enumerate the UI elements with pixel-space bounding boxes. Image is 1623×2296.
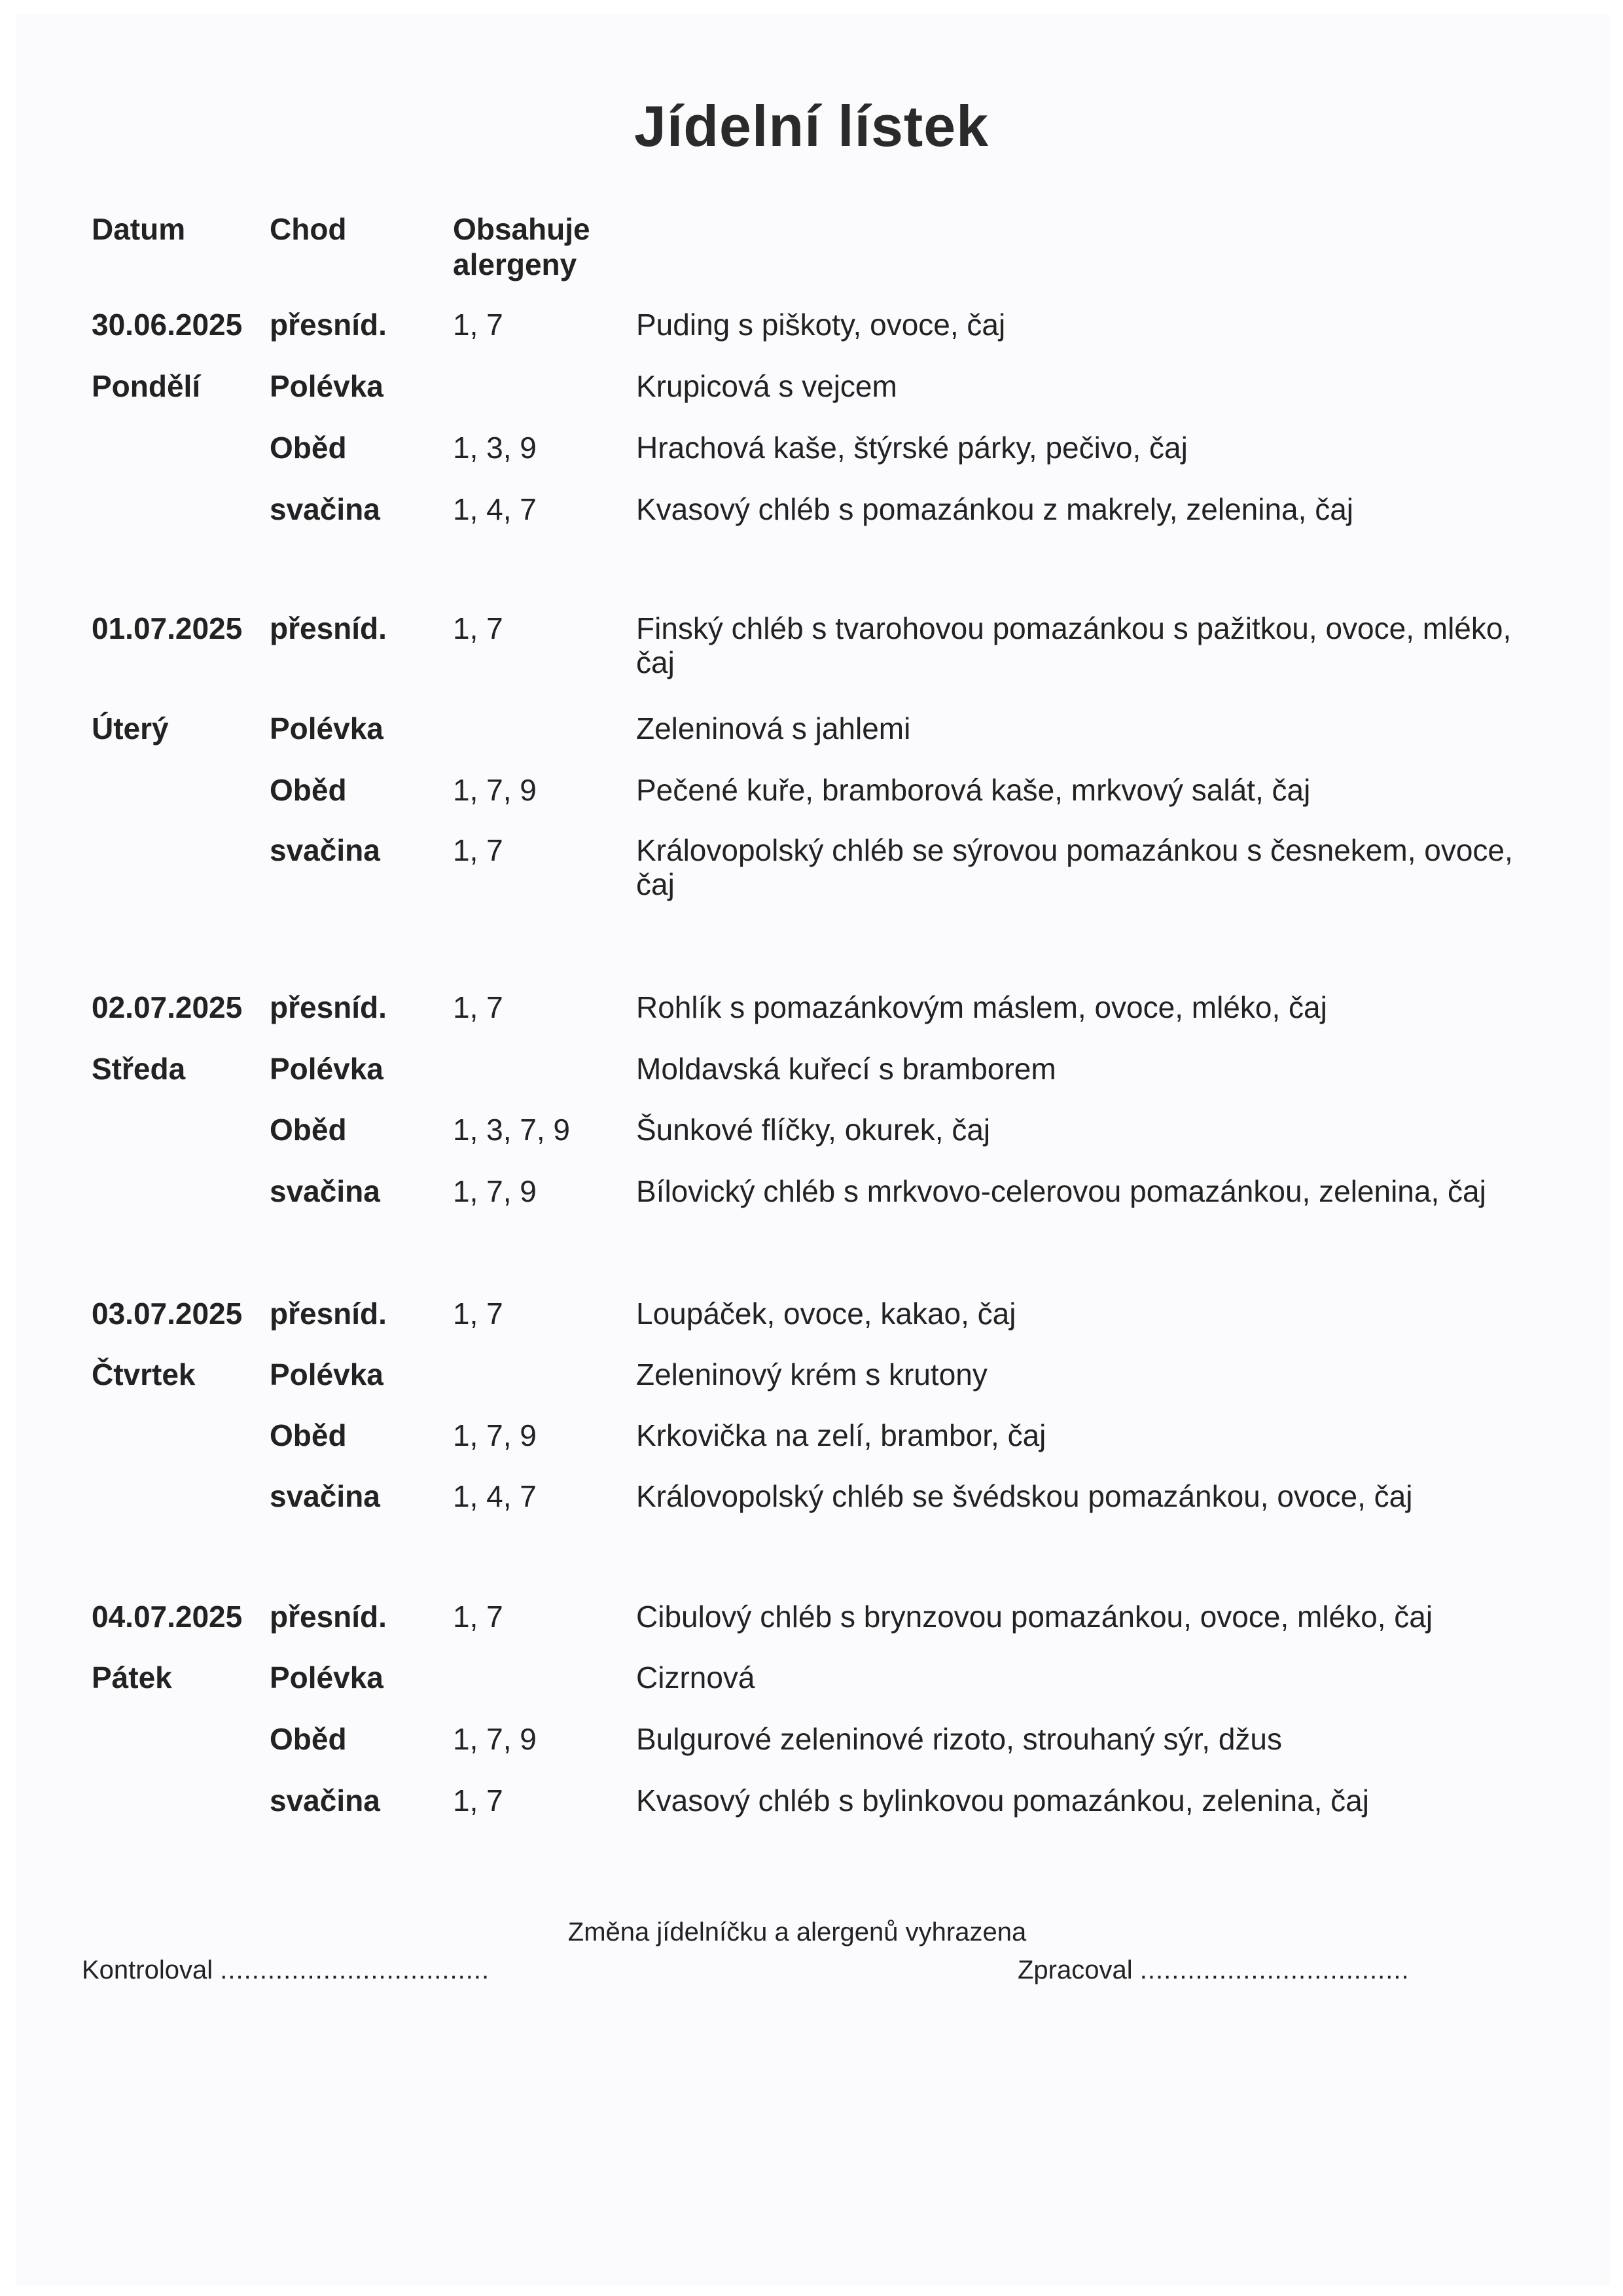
- header-chod: Chod: [270, 212, 347, 246]
- checked-by-signature: [82, 1956, 490, 1985]
- day-name: Úterý: [92, 711, 169, 745]
- dish: Zeleninová s jahlemi: [636, 711, 911, 745]
- allergens: 1, 7: [453, 833, 503, 867]
- day-date: 03.07.2025: [92, 1297, 243, 1331]
- day-date: 30.06.2025: [92, 308, 243, 342]
- course-name: Oběd: [270, 773, 347, 807]
- page-title: Jídelní lístek: [633, 94, 990, 158]
- day-name: Středa: [92, 1052, 186, 1086]
- dish: Moldavská kuřecí s bramborem: [636, 1052, 1056, 1086]
- course-name: Polévka: [270, 711, 383, 745]
- course-name: Polévka: [270, 1660, 383, 1695]
- allergens: 1, 7, 9: [453, 773, 537, 807]
- checked-by-line: ..................................: [220, 1956, 490, 1984]
- dish: Loupáček, ovoce, kakao, čaj: [636, 1297, 1016, 1331]
- course-name: přesníd.: [270, 611, 387, 645]
- dish: Rohlík s pomazánkovým máslem, ovoce, mléko, čaj: [636, 990, 1327, 1024]
- course-name: svačina: [270, 492, 380, 526]
- allergens: 1, 7: [453, 1600, 503, 1634]
- allergens: 1, 4, 7: [453, 1479, 537, 1513]
- dish: Pečené kuře, bramborová kaše, mrkvový salát, čaj: [636, 773, 1311, 807]
- day-name: Pondělí: [92, 369, 201, 403]
- allergens: 1, 7: [453, 308, 503, 342]
- header-alergeny-line1: Obsahuje: [453, 212, 590, 246]
- course-name: Oběd: [270, 431, 347, 465]
- course-name: svačina: [270, 1784, 380, 1818]
- allergens: 1, 3, 7, 9: [453, 1113, 571, 1147]
- course-name: Oběd: [270, 1418, 347, 1452]
- dish: Puding s piškoty, ovoce, čaj: [636, 308, 1006, 342]
- dish: Hrachová kaše, štýrské párky, pečivo, čaj: [636, 431, 1188, 465]
- allergens: 1, 7, 9: [453, 1174, 537, 1208]
- allergens: 1, 7: [453, 1784, 503, 1818]
- day-date: 02.07.2025: [92, 990, 243, 1024]
- dish: Bulgurové zeleninové rizoto, strouhaný sýr, džus: [636, 1722, 1282, 1756]
- allergens: 1, 4, 7: [453, 492, 537, 526]
- dish: Zeleninový krém s krutony: [636, 1357, 988, 1391]
- course-name: Polévka: [270, 1052, 383, 1086]
- day-date: 04.07.2025: [92, 1600, 243, 1634]
- course-name: Oběd: [270, 1113, 347, 1147]
- header-datum: Datum: [92, 212, 186, 246]
- course-name: přesníd.: [270, 990, 387, 1024]
- allergens: 1, 7, 9: [453, 1418, 537, 1452]
- change-notice: Změna jídelníčku a alergenů vyhrazena: [567, 1918, 1027, 1946]
- dish: Královopolský chléb se švédskou pomazánkou, ovoce, čaj: [636, 1479, 1413, 1513]
- allergens: 1, 3, 9: [453, 431, 537, 465]
- dish: Cizrnová: [636, 1660, 755, 1695]
- dish: Královopolský chléb se sýrovou pomazánkou s česnekem, ovoce, čaj: [636, 833, 1513, 901]
- header-alergeny-line2: alergeny: [453, 247, 577, 281]
- course-name: přesníd.: [270, 308, 387, 342]
- dish: Finský chléb s tvarohovou pomazánkou s pažitkou, ovoce, mléko, čaj: [636, 611, 1512, 679]
- dish: Kvasový chléb s pomazánkou z makrely, zelenina, čaj: [636, 492, 1354, 526]
- prepared-by-signature: [1018, 1956, 1410, 1985]
- dish: Bílovický chléb s mrkvovo-celerovou pomazánkou, zelenina, čaj: [636, 1174, 1486, 1208]
- course-name: svačina: [270, 1174, 380, 1208]
- prepared-by-label: Zpracoval: [1018, 1956, 1133, 1984]
- course-name: Polévka: [270, 1357, 383, 1391]
- course-name: přesníd.: [270, 1600, 387, 1634]
- checked-by-label: Kontroloval: [82, 1956, 213, 1984]
- prepared-by-line: ..................................: [1139, 1956, 1410, 1984]
- allergens: 1, 7: [453, 611, 503, 645]
- course-name: svačina: [270, 833, 380, 867]
- course-name: přesníd.: [270, 1297, 387, 1331]
- day-date: 01.07.2025: [92, 611, 243, 645]
- day-name: Pátek: [92, 1660, 172, 1695]
- dish: Krupicová s vejcem: [636, 369, 897, 403]
- allergens: 1, 7: [453, 1297, 503, 1331]
- day-name: Čtvrtek: [92, 1357, 196, 1391]
- allergens: 1, 7: [453, 990, 503, 1024]
- allergens: 1, 7, 9: [453, 1722, 537, 1756]
- dish: Cibulový chléb s brynzovou pomazánkou, ovoce, mléko, čaj: [636, 1600, 1433, 1634]
- dish: Šunkové flíčky, okurek, čaj: [636, 1113, 991, 1147]
- course-name: Oběd: [270, 1722, 347, 1756]
- dish: Kvasový chléb s bylinkovou pomazánkou, zelenina, čaj: [636, 1784, 1369, 1818]
- dish: Krkovička na zelí, brambor, čaj: [636, 1418, 1046, 1452]
- header-alergeny: [453, 211, 623, 282]
- course-name: Polévka: [270, 369, 383, 403]
- course-name: svačina: [270, 1479, 380, 1513]
